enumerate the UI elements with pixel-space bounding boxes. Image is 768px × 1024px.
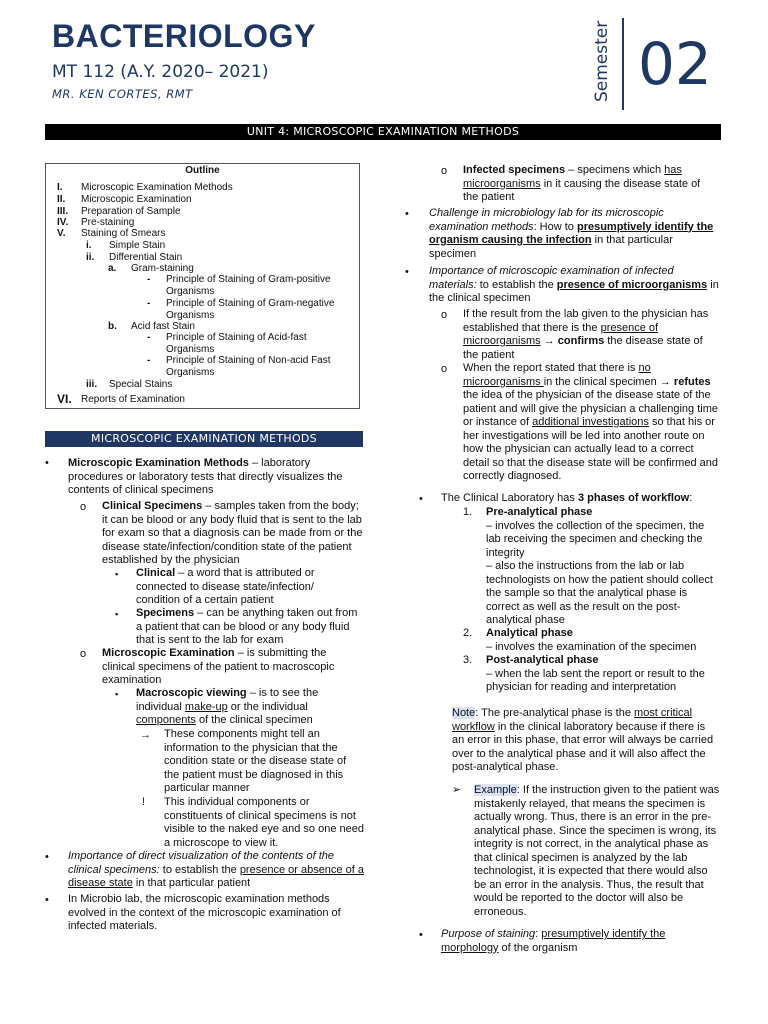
outline-item: Gram-staining: [131, 263, 194, 274]
outline-item: Organisms: [166, 310, 215, 321]
list-number: 3.: [463, 654, 473, 666]
square-marker: ▪: [115, 569, 119, 579]
arrow-marker: →: [140, 729, 151, 741]
outline-item: Microscopic Examination Methods: [81, 182, 233, 193]
list-item: Challenge in microbiology lab for its microscopic examination methods: How to presumptively identify the organism causing the infection in that particular specimen: [429, 207, 714, 260]
bullet-marker: •: [45, 851, 49, 863]
outline-item: Organisms: [166, 344, 215, 355]
list-item: Macroscopic viewing – is to see the individual make-up or the individual components of the clinical specimen: [136, 687, 319, 726]
circle-marker: o: [441, 165, 448, 177]
bullet-marker: •: [45, 457, 49, 469]
bullet-marker: •: [419, 493, 423, 505]
list-item: If the result from the lab given to the physician has established that there is the presence of microorganisms → confirms the disease state of the patient: [463, 308, 709, 361]
outline-item: Acid fast Stain: [131, 321, 195, 332]
list-item: Specimens – can be anything taken out from a patient that can be blood or any body fluid that is sent to the lab for exam: [136, 607, 358, 646]
outline-number: III.: [57, 206, 69, 217]
bullet-marker: •: [405, 208, 409, 220]
outline-item: Microscopic Examination: [81, 194, 192, 205]
course-code: MT 112 (A.Y. 2020– 2021): [52, 62, 269, 82]
note-paragraph: Note: The pre-analytical phase is the most critical workflow in the clinical laboratory because if there is an error in this phase, that error will always be carried over to the analytical phase and it will also affect the post-analytical phase.: [452, 707, 714, 773]
list-item: Analytical phase – involves the examination of the specimen: [486, 627, 697, 653]
arrowhead-marker: ➢: [452, 784, 462, 796]
exclamation-marker: !: [142, 796, 146, 808]
section-title-bar: MICROSCOPIC EXAMINATION METHODS: [45, 431, 363, 447]
outline-item: Principle of Staining of Gram-negative: [166, 298, 335, 309]
outline-number: i.: [86, 240, 92, 251]
outline-item: Staining of Smears: [81, 228, 166, 239]
outline-number: I.: [57, 182, 63, 193]
instructor-name: MR. KEN CORTES, RMT: [52, 87, 193, 101]
outline-item: Principle of Staining of Acid-fast: [166, 332, 307, 343]
outline-number: -: [147, 355, 151, 366]
semester-label: Semester: [592, 20, 612, 102]
list-item: Infected specimens – specimens which has microorganisms in it causing the disease state of the patient: [463, 164, 701, 203]
outline-number: II.: [57, 194, 66, 205]
outline-item: Reports of Examination: [81, 394, 185, 405]
semester-number: 02: [638, 30, 712, 98]
outline-number: ii.: [86, 252, 95, 263]
bullet-marker: •: [45, 894, 49, 906]
square-marker: ▪: [115, 689, 119, 699]
semester-divider: [622, 18, 624, 110]
list-item: This individual components or constituents of clinical specimens is not visible to the naked eye and so one need a microscope to view it.: [164, 796, 364, 849]
list-item: Clinical – a word that is attributed or connected to disease state/infection/ condition of a certain patient: [136, 567, 315, 606]
outline-number: -: [147, 298, 151, 309]
list-item: Importance of direct visualization of the contents of the clinical specimens: to establish the presence or absence of a disease state in that particular patient: [68, 850, 364, 889]
outline-item: Preparation of Sample: [81, 206, 181, 217]
outline-number: -: [147, 332, 151, 343]
circle-marker: o: [80, 648, 87, 660]
outline-item: Special Stains: [109, 379, 173, 390]
list-item: Purpose of staining: presumptively identify the morphology of the organism: [441, 928, 666, 954]
outline-item: Differential Stain: [109, 252, 183, 263]
circle-marker: o: [441, 309, 448, 321]
list-item: Microscopic Examination – is submitting the clinical specimens of the patient to macroscopic examination: [102, 647, 335, 686]
outline-number: VI.: [57, 392, 72, 406]
bullet-marker: •: [419, 929, 423, 941]
list-item: Clinical Specimens – samples taken from the body; it can be blood or any body fluid that is sent to the lab for exam so that a diagnosis can be made from or the disease state/infection/condition state of the patient established by the physician: [102, 500, 363, 566]
outline-number: iii.: [86, 379, 98, 390]
list-item: The Clinical Laboratory has 3 phases of workflow:: [441, 492, 693, 504]
square-marker: ▪: [115, 609, 119, 619]
circle-marker: o: [441, 363, 448, 375]
bullet-marker: •: [405, 266, 409, 278]
list-item: Importance of microscopic examination of infected materials: to establish the presence of microorganisms in the clinical specimen: [429, 265, 719, 304]
outline-number: V.: [57, 228, 66, 239]
list-item: When the report stated that there is no microorganisms in the clinical specimen → refutes the idea of the physician of the disease state of the patient and will give the physician a challenging time or instance of additional investigations so that his or her investigations will be led into another route on how the physician can actually lead to a correct detail so that the disease state will be confirmed and correctly diagnosed.: [463, 362, 718, 482]
outline-item: Organisms: [166, 286, 215, 297]
list-number: 1.: [463, 506, 473, 518]
unit-title-bar: UNIT 4: MICROSCOPIC EXAMINATION METHODS: [45, 124, 721, 140]
outline-number: IV.: [57, 217, 69, 228]
circle-marker: o: [80, 501, 87, 513]
outline-number: -: [147, 274, 151, 285]
outline-item: Organisms: [166, 367, 215, 378]
outline-number: b.: [108, 321, 117, 332]
outline-item: Simple Stain: [109, 240, 166, 251]
example-paragraph: Example: If the instruction given to the patient was mistakenly relayed, that means the specimen is actually wrong. Thus, there is an error in the pre-analytical phase. Since the specimen is wrong, its integrity is not correct, in the analytical phase as that clinical specimen is analyzed by the lab technologist, it is expected that there would also be an error in the analysis. Thus, the result that would be reported to the doctor will also be erroneous.: [474, 784, 720, 918]
outline-number: a.: [108, 263, 117, 274]
list-number: 2.: [463, 627, 473, 639]
outline-item: Principle of Staining of Gram-positive: [166, 274, 331, 285]
list-item: In Microbio lab, the microscopic examination methods evolved in the context of the microscopic examination of infected materials.: [68, 893, 341, 932]
outline-item: Pre-staining: [81, 217, 135, 228]
document-title: BACTERIOLOGY: [52, 18, 316, 54]
outline-heading: Outline: [185, 165, 220, 176]
outline-box: [45, 163, 360, 409]
list-item: Post-analytical phase – when the lab sent the report or result to the physician for reading and interpretation: [486, 654, 705, 693]
outline-item: Principle of Staining of Non-acid Fast: [166, 355, 331, 366]
list-item: Microscopic Examination Methods – laboratory procedures or laboratory tests that directly visualizes the contents of clinical specimens: [68, 457, 343, 496]
list-item: These components might tell an information to the physician that the condition state or the disease state of the patient must be diagnosed in this particular manner: [164, 728, 347, 794]
list-item: Pre-analytical phase – involves the collection of the specimen, the lab receiving the specimen and checking the integrity – also the instructions from the lab or lab technologists on how the patient should collect the sample so that the analytical phase is correct as well as the result on the post-analytical phase: [486, 506, 713, 626]
